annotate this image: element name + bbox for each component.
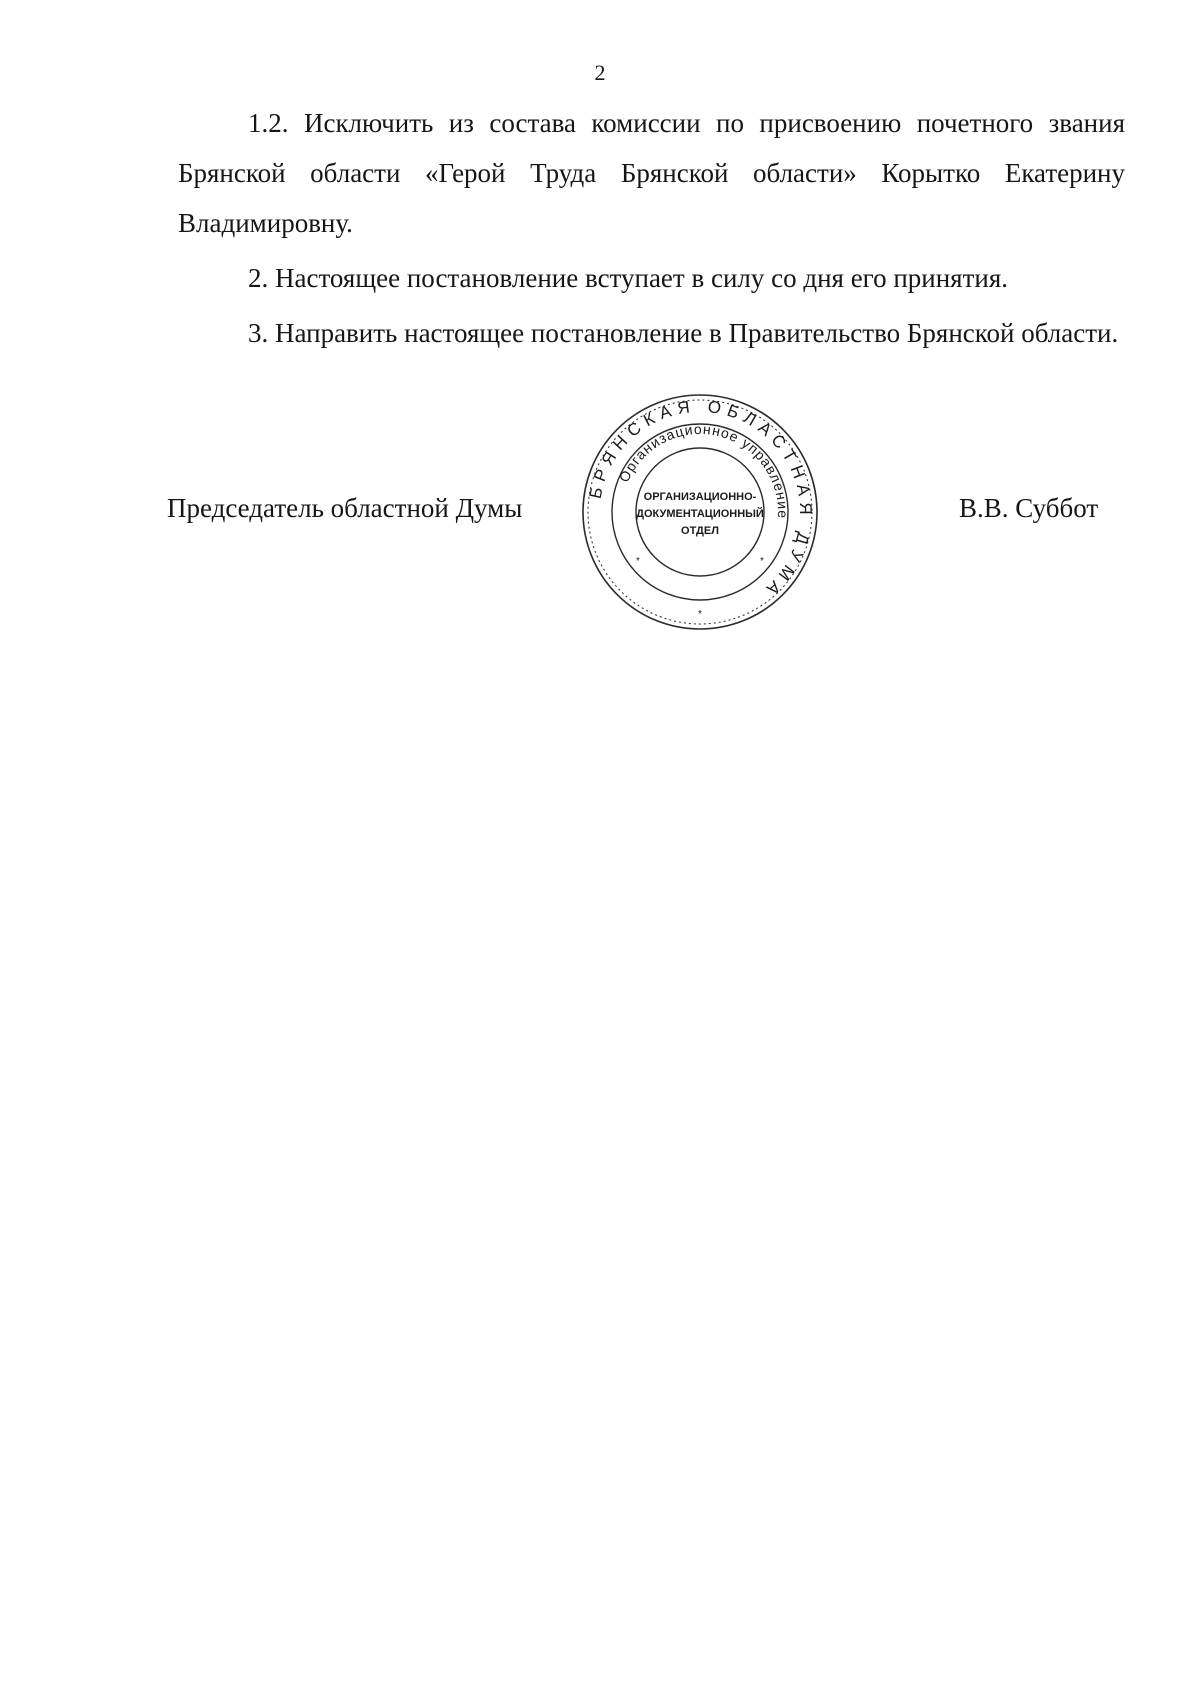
svg-text:ОТДЕЛ: ОТДЕЛ — [681, 525, 719, 537]
svg-text:Организационное управление: Организационное управление — [615, 420, 792, 520]
svg-text:*: * — [698, 609, 702, 620]
paragraph-1-2: 1.2. Исключить из состава комиссии по присвоению почетного звания Брянской области «Герой Труда Брянской области» Корытко Екатерину Владимировну. — [178, 108, 1125, 238]
svg-text:ДОКУМЕНТАЦИОННЫЙ: ДОКУМЕНТАЦИОННЫЙ — [636, 508, 764, 520]
document-body — [178, 98, 1125, 358]
page-number: 2 — [594, 60, 606, 85]
official-stamp — [580, 392, 820, 632]
svg-text:*: * — [760, 556, 764, 567]
paragraph-3: 3. Направить настоящее постановление в Правительство Брянской области. — [248, 318, 1119, 348]
svg-text:*: * — [636, 556, 640, 567]
signature-title: Председатель областной Думы — [167, 493, 523, 523]
svg-text:ОРГАНИЗАЦИОННО-: ОРГАНИЗАЦИОННО- — [643, 491, 757, 503]
signature-name: В.В. Суббот — [959, 493, 1099, 523]
svg-text:БРЯНСКАЯ ОБЛАСТНАЯ ДУМА: БРЯНСКАЯ ОБЛАСТНАЯ ДУМА — [585, 396, 816, 603]
paragraph-2: 2. Настоящее постановление вступает в силу со дня его принятия. — [248, 263, 1009, 293]
